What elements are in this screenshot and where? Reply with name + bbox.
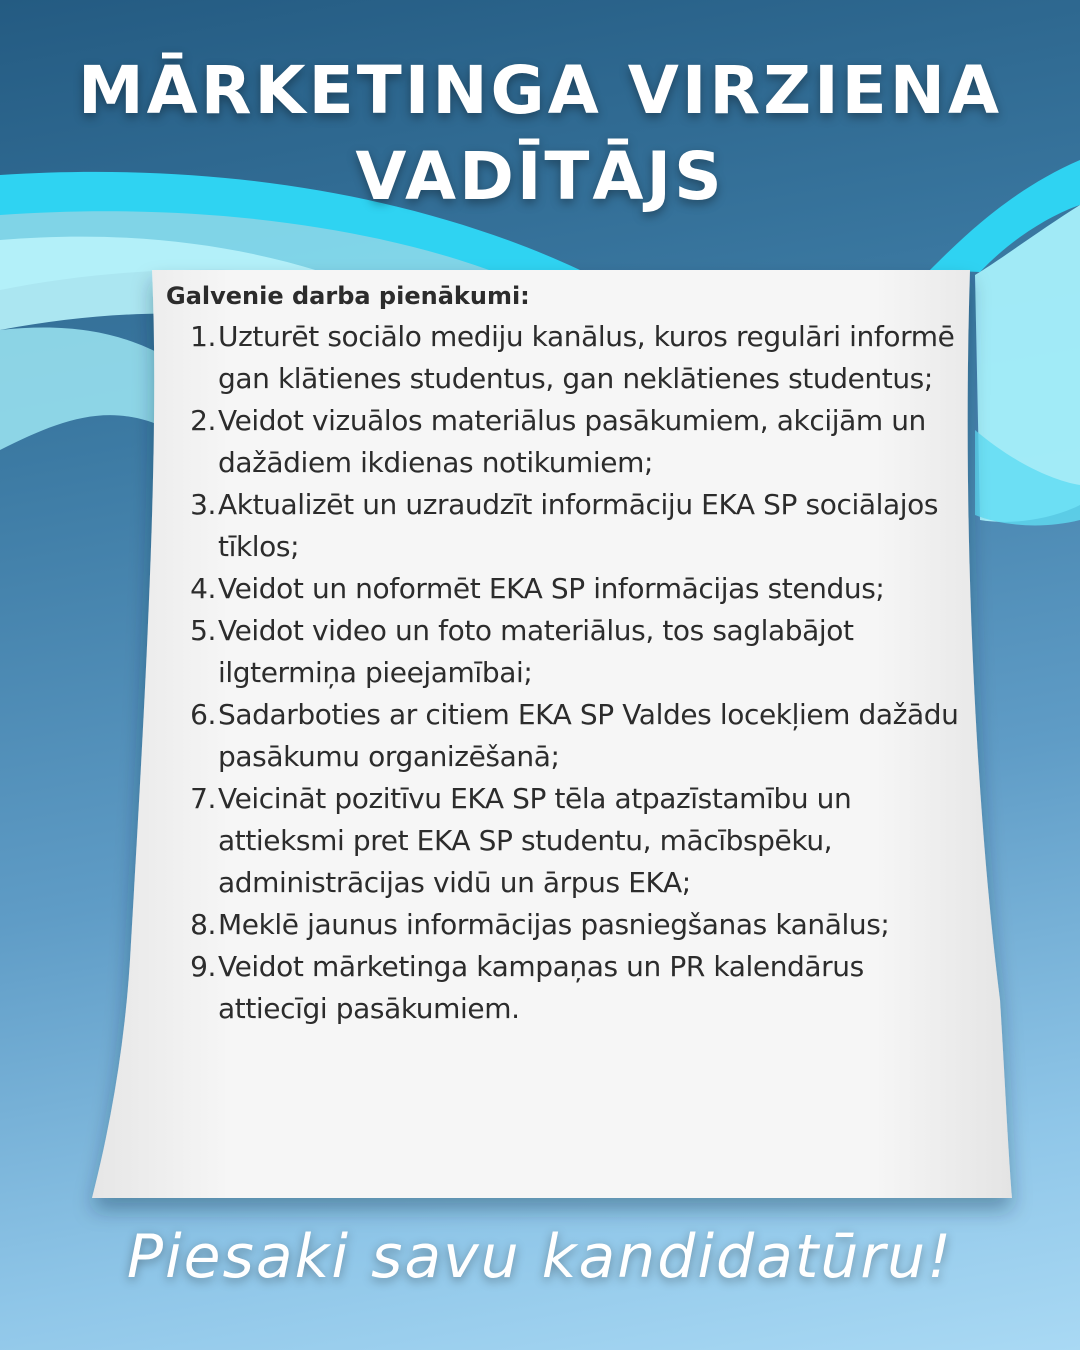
list-item-text: Veidot un noformēt EKA SP informācijas stendus;: [218, 572, 885, 605]
list-item-number: 4.: [190, 572, 216, 605]
list-item-number: 9.: [190, 950, 216, 983]
list-item-text: Veidot video un foto materiālus, tos saglabājot ilgtermiņa pieejamībai;: [218, 614, 854, 689]
list-item-text: Sadarboties ar citiem EKA SP Valdes locekļiem dažādu pasākumu organizēšanā;: [218, 698, 959, 773]
list-item-text: Veidot mārketinga kampaņas un PR kalendārus attiecīgi pasākumiem.: [218, 950, 864, 1025]
duties-panel: [160, 280, 960, 1030]
list-item-text: Meklē jaunus informācijas pasniegšanas kanālus;: [218, 908, 890, 941]
list-item-number: 3.: [190, 488, 216, 521]
list-item: [160, 484, 960, 568]
list-item: [160, 694, 960, 778]
list-item-number: 2.: [190, 404, 216, 437]
duties-heading: Galvenie darba pienākumi:: [166, 282, 530, 310]
list-item: [160, 568, 960, 610]
call-to-action: Piesaki savu kandidatūru!: [126, 1222, 954, 1292]
list-item: [160, 778, 960, 904]
list-item: [160, 610, 960, 694]
list-item-number: 8.: [190, 908, 216, 941]
list-item-number: 5.: [190, 614, 216, 647]
list-item: [160, 946, 960, 1030]
duties-list: [160, 316, 960, 1030]
list-item: [160, 316, 960, 400]
list-item-text: Veicināt pozitīvu EKA SP tēla atpazīstamību un attieksmi pret EKA SP studentu, mācībspēku, administrācijas vidū un ārpus EKA;: [218, 782, 852, 899]
list-item: [160, 904, 960, 946]
list-item: [160, 400, 960, 484]
list-item-number: 1.: [190, 320, 216, 353]
title-line-1: MĀRKETINGA VIRZIENA: [77, 52, 1003, 129]
list-item-text: Veidot vizuālos materiālus pasākumiem, akcijām un dažādiem ikdienas notikumiem;: [218, 404, 926, 479]
title-line-2: VADĪTĀJS: [355, 138, 725, 215]
list-item-number: 7.: [190, 782, 216, 815]
list-item-text: Uzturēt sociālo mediju kanālus, kuros regulāri informē gan klātienes studentus, gan neklātienes studentus;: [218, 320, 955, 395]
list-item-number: 6.: [190, 698, 216, 731]
list-item-text: Aktualizēt un uzraudzīt informāciju EKA SP sociālajos tīklos;: [218, 488, 939, 563]
